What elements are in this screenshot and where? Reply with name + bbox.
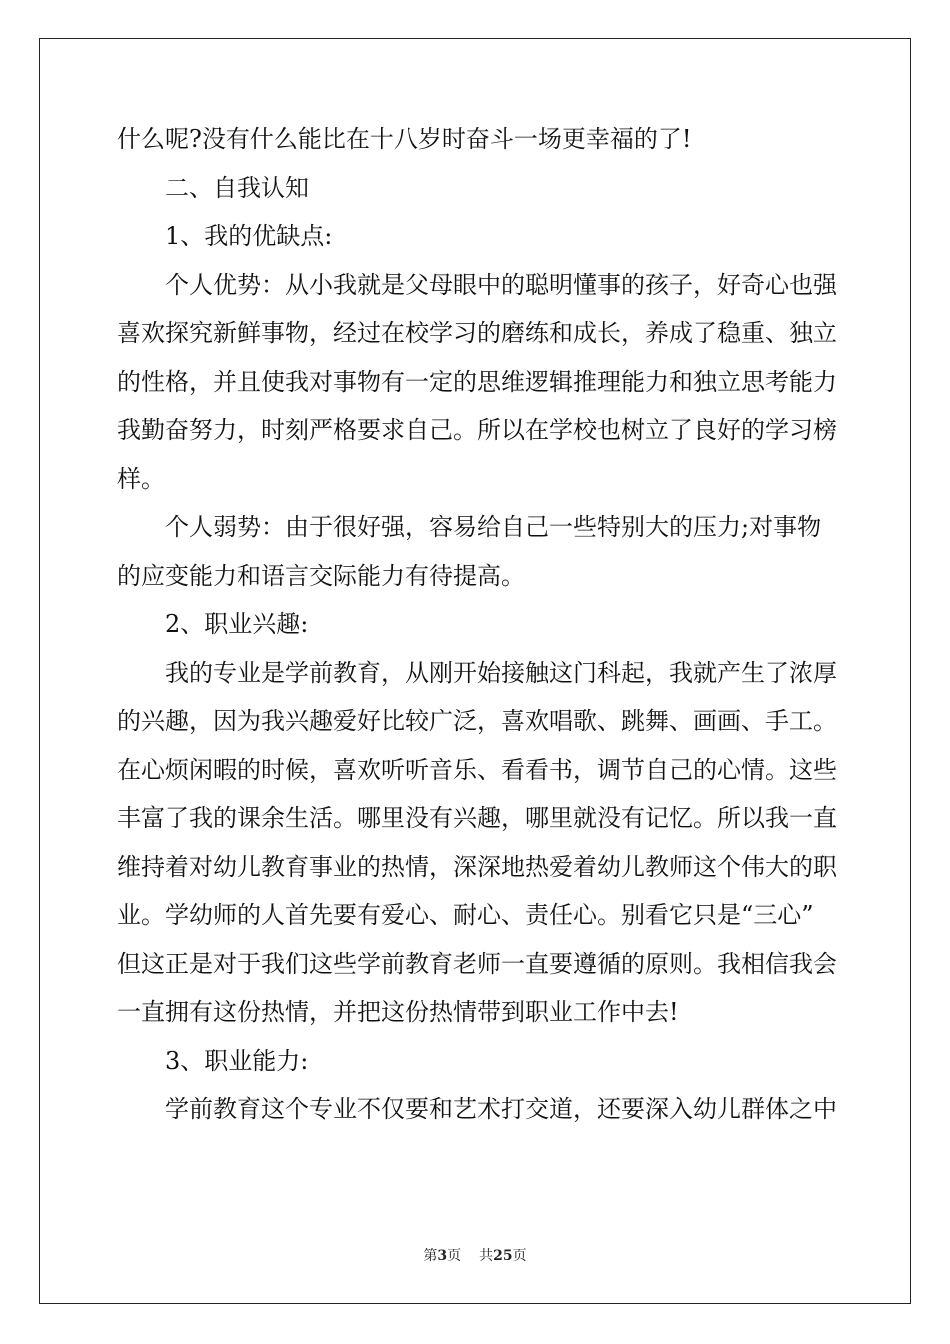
total-pages-number: 25 xyxy=(493,1248,513,1264)
paragraph-line: 我勤奋努力，时刻严格要求自己。所以在学校也树立了良好的学习榜 xyxy=(117,416,837,444)
document-body xyxy=(117,127,837,1146)
paragraph-line: 个人弱势：由于很好强，容易给自己一些特别大的压力;对事物 xyxy=(165,513,822,541)
paragraph-line: 的应变能力和语言交际能力有待提高。 xyxy=(117,561,525,590)
paragraph-line: 但这正是对于我们这些学前教育老师一直要遵循的原则。我相信我会 xyxy=(117,949,837,978)
paragraph-line: 的性格，并且使我对事物有一定的思维逻辑推理能力和独立思考能力 xyxy=(117,367,837,396)
footer-total-prefix: 共 xyxy=(479,1248,494,1264)
current-page-number: 3 xyxy=(437,1248,448,1264)
paragraph-line: 业。学幼师的人首先要有爱心、耐心、责任心。别看它只是“三心” xyxy=(117,901,814,929)
paragraph-line: 维持着对幼儿教育事业的热情，深深地热爱着幼儿教师这个伟大的职 xyxy=(117,852,837,881)
page-footer xyxy=(0,1248,950,1264)
paragraph-line: 我的专业是学前教育，从刚开始接触这门科起，我就产生了浓厚 xyxy=(165,658,837,687)
subsection-heading: 2、职业兴趣: xyxy=(165,610,309,638)
paragraph-line: 的兴趣，因为我兴趣爱好比较广泛，喜欢唱歌、跳舞、画画、手工。 xyxy=(117,707,837,735)
subsection-heading: 3、职业能力: xyxy=(165,1046,309,1075)
paragraph-line: 喜欢探究新鲜事物，经过在校学习的磨练和成长，养成了稳重、独立 xyxy=(117,319,837,347)
footer-total-unit: 页 xyxy=(512,1248,527,1264)
paragraph-line: 丰富了我的课余生活。哪里没有兴趣，哪里就没有记忆。所以我一直 xyxy=(117,804,837,832)
footer-page-unit: 页 xyxy=(447,1248,462,1264)
section-heading: 二、自我认知 xyxy=(165,173,309,202)
subsection-heading: 1、我的优缺点: xyxy=(165,222,333,250)
paragraph-line: 一直拥有这份热情，并把这份热情带到职业工作中去! xyxy=(117,998,679,1026)
paragraph-line: 个人优势：从小我就是父母眼中的聪明懂事的孩子，好奇心也强 xyxy=(165,270,837,299)
paragraph-line: 样。 xyxy=(117,464,165,493)
paragraph-line: 学前教育这个专业不仅要和艺术打交道，还要深入幼儿群体之中 xyxy=(165,1095,837,1123)
paragraph-line: 在心烦闲暇的时候，喜欢听听音乐、看看书，调节自己的心情。这些 xyxy=(117,755,837,784)
footer-prefix: 第 xyxy=(423,1248,438,1264)
text-line: 什么呢?没有什么能比在十八岁时奋斗一场更幸福的了! xyxy=(117,125,692,153)
